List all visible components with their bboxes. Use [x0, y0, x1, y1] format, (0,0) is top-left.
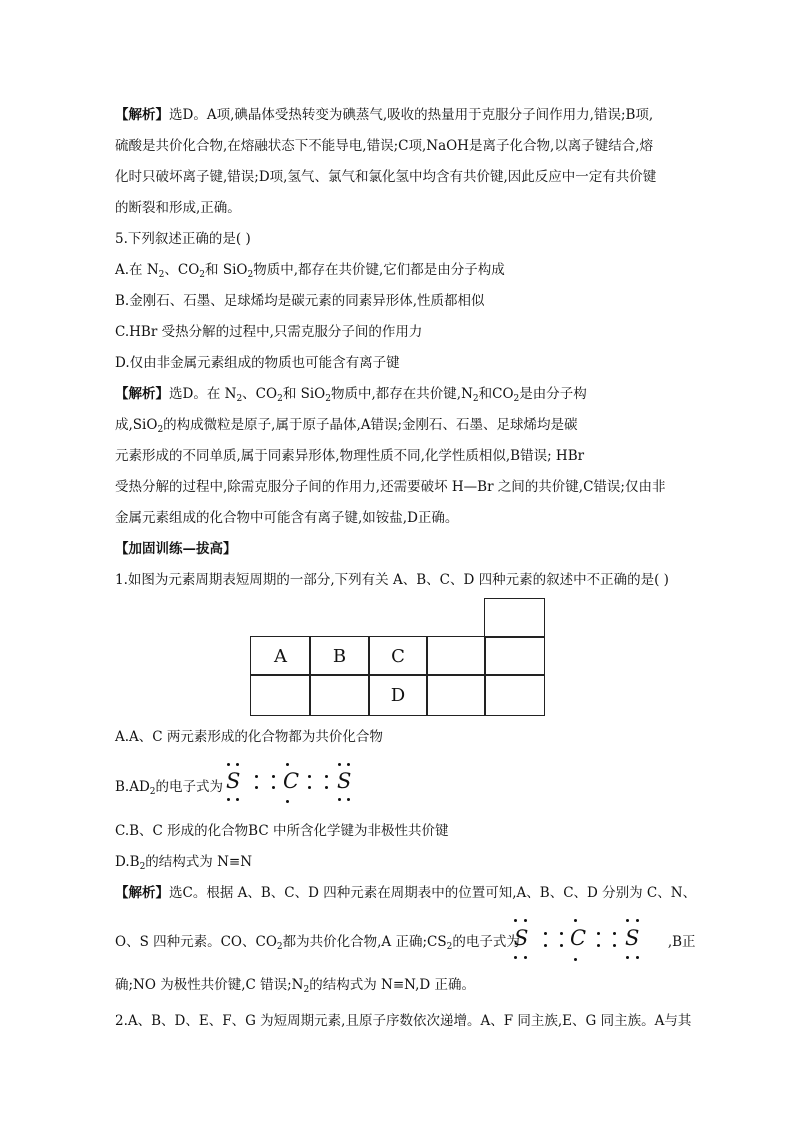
q5-analysis-line-1: 【解析】选D。在 $N_2$、$CO_2$和 SiO$_2$物质中,都存在共价键$,N_2$和$CO_2$是由分子构: [115, 386, 587, 404]
electron-dot-formula-analysis: S C S: [508, 918, 652, 962]
q5-analysis-line-2: 成,SiO$_2$的构成微粒是原子,属于原子晶体,A错误;金刚石、石墨、足球烯均是碳: [115, 417, 578, 435]
q2-stem: 2.A、B、D、E、F、G 为短周期元素,且原子序数依次递增。A、F 同主族,E、G 同主族。A与其: [115, 1013, 692, 1029]
q5-option-a: A.在 $N_2$、$CO_2$和 SiO$_2$物质中,都存在共价键,它们都是由分子构成: [115, 262, 505, 280]
table-cell-empty: [426, 674, 486, 716]
prev-analysis-line-1: 【解析】选D。A项,碘晶体受热转变为碘蒸气,吸收的热量用于克服分子间作用力,错误;B项,: [115, 107, 654, 123]
q1-option-b: $B.AD_2$的电子式为: [115, 779, 224, 797]
q5-option-b: B.金刚石、石墨、足球烯均是碳元素的同素异形体,性质都相似: [115, 293, 485, 309]
electron-dot-formula-option-b: S C S: [222, 762, 362, 804]
q1-option-d: $D.B_2$的结构式为 N≡N: [115, 854, 253, 872]
table-cell-d: D: [368, 674, 428, 716]
analysis-tag: 【解析】: [115, 107, 169, 123]
q5-analysis-line-5: 金属元素组成的化合物中可能含有离子键,如铵盐,D正确。: [115, 510, 459, 526]
q1-option-c: C.B、C 形成的化合物BC 中所含化学键为非极性共价键: [115, 823, 449, 839]
table-cell-empty: [484, 598, 545, 638]
table-cell-empty: [484, 636, 545, 676]
q1-option-a: A.A、C 两元素形成的化合物都为共价化合物: [115, 729, 383, 745]
q5-option-d: D.仅由非金属元素组成的物质也可能含有离子键: [115, 355, 400, 371]
q5-stem: 5.下列叙述正确的是( ): [115, 231, 251, 247]
q5-option-c: C.HBr 受热分解的过程中,只需克服分子间的作用力: [115, 324, 423, 340]
prev-analysis-line-2: 硫酸是共价化合物,在熔融状态下不能导电,错误;C项,NaOH是离子化合物,以离子键结合,熔: [115, 138, 654, 154]
q5-analysis-line-3: 元素形成的不同单质,属于同素异形体,物理性质不同,化学性质相似,B错误; HBr: [115, 448, 585, 464]
q1-analysis-line-1: 【解析】选C。根据 A、B、C、D 四种元素在周期表中的位置可知,A、B、C、D 分别为 C、N、: [115, 885, 697, 901]
section-title: 【加固训练—拔高】: [115, 541, 237, 557]
q1-analysis-line-3: 确;NO 为极性共价键,C 错误$;N_2$的结构式为 N≡N,D 正确。: [115, 977, 476, 995]
table-cell-empty: [426, 636, 486, 676]
table-cell-empty: [250, 674, 311, 716]
prev-analysis-line-3: 化时只破坏离子键,错误;D项,氢气、氯气和氯化氢中均含有共价键,因此反应中一定有共价键: [115, 169, 657, 185]
q5-analysis-line-4: 受热分解的过程中,除需克服分子间的作用力,还需要破坏 H—Br 之间的共价键,C错误;仅由非: [115, 479, 666, 495]
periodic-table-fragment: [250, 598, 545, 716]
table-cell-c: C: [368, 636, 428, 676]
table-cell-empty: [484, 674, 545, 716]
table-cell-a: A: [250, 636, 311, 676]
table-cell-b: B: [309, 636, 370, 676]
table-cell-empty: [309, 674, 370, 716]
q1-stem: 1.如图为元素周期表短周期的一部分,下列有关 A、B、C、D 四种元素的叙述中不正确的是( ): [115, 572, 669, 588]
prev-analysis-line-4: 的断裂和形成,正确。: [115, 200, 241, 216]
q1-analysis-line-2: O、S 四种元素。CO、$CO_2$都为共价化合物,A 正确$;CS_2$的电子式为 ,B正: [115, 934, 696, 952]
